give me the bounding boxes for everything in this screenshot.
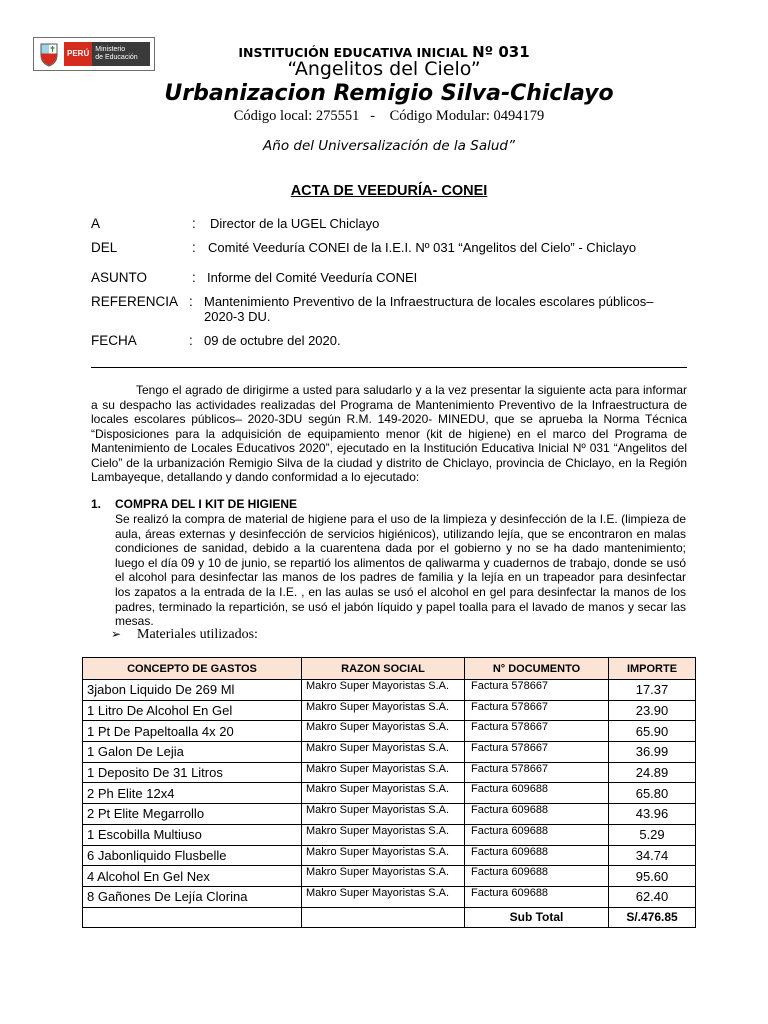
concept-cell: 1 Pt De Papeltoalla 4x 20 <box>83 721 302 742</box>
document-number-cell: Factura 609688 <box>465 886 609 907</box>
arrow-bullet-icon: ➢ <box>111 627 122 641</box>
column-header: IMPORTE <box>609 658 696 680</box>
table-row <box>83 762 696 783</box>
institution-heading: INSTITUCIÓN EDUCATIVA INICIAL Nº 031 <box>238 43 530 61</box>
supplier-cell: Makro Super Mayoristas S.A. <box>302 721 465 742</box>
column-header: CONCEPTO DE GASTOS <box>83 658 302 680</box>
empty-cell <box>302 907 465 928</box>
expenses-table <box>82 657 696 928</box>
table-body <box>83 680 696 928</box>
document-number-cell: Factura 578667 <box>465 762 609 783</box>
column-header: RAZON SOCIAL <box>302 658 465 680</box>
amount-cell: 5.29 <box>609 824 696 845</box>
supplier-cell: Makro Super Mayoristas S.A. <box>302 886 465 907</box>
table-row <box>83 700 696 721</box>
concept-cell: 2 Pt Elite Megarrollo <box>83 804 302 825</box>
table-row <box>83 804 696 825</box>
amount-cell: 65.80 <box>609 783 696 804</box>
school-name: “Angelitos del Cielo” <box>287 58 481 80</box>
document-number-cell: Factura 609688 <box>465 866 609 887</box>
supplier-cell: Makro Super Mayoristas S.A. <box>302 762 465 783</box>
field-value: Director de la UGEL Chiclayo <box>210 216 380 231</box>
amount-cell: 17.37 <box>609 680 696 701</box>
document-number-cell: Factura 609688 <box>465 824 609 845</box>
field-label: DEL <box>91 240 118 255</box>
table-row <box>83 866 696 887</box>
field-label: REFERENCIA <box>91 294 179 309</box>
supplier-cell: Makro Super Mayoristas S.A. <box>302 804 465 825</box>
materials-heading: ➢ Materiales utilizados: <box>111 627 258 642</box>
amount-cell: 95.60 <box>609 866 696 887</box>
concept-cell: 2 Ph Elite 12x4 <box>83 783 302 804</box>
intro-paragraph: Tengo el agrado de dirigirme a usted para saludarlo y a la vez presentar la siguiente acta para informar a su despacho las actividades realizadas del Programa de Mantenimiento Preventivo de la Infraestructura de locales escolares públicos– 2020-3DU según R.M. 149-2020- MINEDU, que se aprueba la Norma Técnica “Disposiciones para la adquisición de equipamiento menor (kit de higiene) en el marco del Programa de Mantenimiento de Locales Educativos 2020”, ejecutado en la Institución Educativa Inicial Nº 031 “Angelitos del Cielo” de la urbanización Remigio Silva de la ciudad y distrito de Chiclayo, provincia de Chiclayo, en la Región Lambayeque, detallando y dando conformidad a lo ejecutado: <box>91 383 687 484</box>
field-label: A <box>91 216 101 231</box>
supplier-cell: Makro Super Mayoristas S.A. <box>302 700 465 721</box>
field-value: 09 de octubre del 2020. <box>204 333 341 348</box>
concept-cell: 1 Escobilla Multiuso <box>83 824 302 845</box>
document-number-cell: Factura 609688 <box>465 845 609 866</box>
amount-cell: 65.90 <box>609 721 696 742</box>
amount-cell: 34.74 <box>609 845 696 866</box>
concept-cell: 8 Gañones De Lejía Clorina <box>83 886 302 907</box>
empty-cell <box>83 907 302 928</box>
document-number-cell: Factura 578667 <box>465 721 609 742</box>
country-label: PERÚ <box>64 42 92 66</box>
school-codes: Código local: 275551 - Código Modular: 0494179 <box>233 108 545 124</box>
concept-cell: 1 Litro De Alcohol En Gel <box>83 700 302 721</box>
document-number-cell: Factura 609688 <box>465 804 609 825</box>
concept-cell: 6 Jabonliquido Flusbelle <box>83 845 302 866</box>
amount-cell: 62.40 <box>609 886 696 907</box>
supplier-cell: Makro Super Mayoristas S.A. <box>302 845 465 866</box>
subtotal-label: Sub Total <box>465 907 609 928</box>
table-row <box>83 783 696 804</box>
document-page: PERÚ Ministerio de Educación INSTITUCIÓN EDUCATIVA INICIAL Nº 031 “Angelitos del Cielo” Urbanizacion Remigio Silva-Chiclayo Código local: 275551 - Código Modular: 0494179 Año del Universalización de la Salud” ACTA DE VEEDURÍA- CONEI A : Director de la UGEL Chiclayo DEL : Comité Veeduría CONEI de la I.E.I. Nº 031 “Angelitos del Cielo” - Chiclayo ASUNTO : Informe del Comité Veeduría CONEI REFERENCIA : Mantenimiento Preventivo de la Infraestructura de locales escolares públicos– 2020-3 DU. FECHA : 09 de octubre del 2020. Tengo el agrado de dirigirme a usted para saludarlo y a la vez presentar la siguiente acta para informar a su despacho las actividades realizadas del Programa de Mantenimiento Preventivo de la Infraestructura de locales escolares públicos– 2020-3DU según R.M. 149-2020- MINEDU, que se aprueba la Norma Técnica “Disposiciones para la adquisición de equipamiento menor (kit de higiene) en el marco del Programa de Mantenimiento de Locales Educativos 2020”, ejecutado en la Institución Educativa Inicial Nº 031 “Angelitos del Cielo” de la urbanización Remigio Silva de la ciudad y distrito de Chiclayo, provincia de Chiclayo, en la Región Lambayeque, detallando y dando conformidad a lo ejecutado: 1. COMPRA DEL I KIT DE HIGIENE Se realizó la compra de material de higiene para el uso de la limpieza y desinfección de la I.E. (limpieza de aula, áreas externas y desinfección de servicios higiénicos), utilizando lejía, que se encontraron en malas condiciones de sanidad, debido a la cuarentena dada por el gobierno y no se ha dado mantenimiento; luego el día 09 y 10 de junio, se repartió los alimentos de qaliwarma y cuadernos de trabajo, donde se usó el alcohol para desinfectar las manos de los padres de familia y la lejía en un trapeador para desinfectar los zapatos a la entrada de la I.E. , en las aulas se usó el alcohol en gel para desinfectar la manos de los padres, terminado la repartición, se usó el jabón líquido y papel toalla para el lavado de manos y secar las mesas. ➢ Materiales utilizados: CONCEPTO DE GASTOS RAZON SOCIAL N° DOCUMENTO IMPORTE 3jabon Liquido De 269 Ml Makro Super Mayoristas S.A. Factura 578667 17.37 1 Litro De Alcohol En Gel Makro Super Mayoristas S.A. Factura 578667 23.90 1 Pt De Papeltoalla 4x 20 Makro Super Mayoristas S.A. Factura 578667 65.90 1 Galon De Lejia Makro Super Mayoristas S.A. Factura 578667 36.99 1 Deposito De 31 Litros Makro Super Mayoristas S.A. Factura 578667 24.89 2 Ph Elite 12x4 Makro Super Mayoristas S.A. Factura 609688 65.80 2 Pt Elite Megarrollo Makro Super Mayoristas S.A. Factura 609688 43.96 1 Escobilla Multiuso Makro Super Mayoristas S.A. Factura 609688 5.29 6 Jabonliquido Flusbelle Makro Super Mayoristas S.A. Factura 609688 34.74 4 Alcohol En Gel Nex Makro Super Mayoristas S.A. Factura 609688 95.60 8 Gañones De Lejía Clorina Makro Super Mayoristas S.A. Factura 609688 62.40 Sub Total S/.476.85 <box>0 0 768 1024</box>
subtotal-row <box>83 907 696 928</box>
ministry-label: Ministerio de Educación <box>92 42 150 66</box>
document-number-cell: Factura 578667 <box>465 680 609 701</box>
concept-cell: 4 Alcohol En Gel Nex <box>83 866 302 887</box>
table-row <box>83 680 696 701</box>
subtotal-value: S/.476.85 <box>609 907 696 928</box>
field-value: Informe del Comité Veeduría CONEI <box>207 270 418 285</box>
section-body: Se realizó la compra de material de higiene para el uso de la limpieza y desinfección de la I.E. (limpieza de aula, áreas externas y desinfección de servicios higiénicos), utilizando lejía, que se encontraron en malas condiciones de sanidad, debido a la cuarentena dada por el gobierno y no se ha dado mantenimiento; luego el día 09 y 10 de junio, se repartió los alimentos de qaliwarma y cuadernos de trabajo, donde se usó el alcohol para desinfectar las manos de los padres de familia y la lejía en un trapeador para desinfectar los zapatos a la entrada de la I.E. , en las aulas se usó el alcohol en gel para desinfectar la manos de los padres, terminado la repartición, se usó el jabón líquido y papel toalla para el lavado de manos y secar las mesas. <box>115 512 686 629</box>
amount-cell: 23.90 <box>609 700 696 721</box>
field-value: Comité Veeduría CONEI de la I.E.I. Nº 031 “Angelitos del Cielo” - Chiclayo <box>208 240 637 255</box>
concept-cell: 1 Deposito De 31 Litros <box>83 762 302 783</box>
supplier-cell: Makro Super Mayoristas S.A. <box>302 742 465 763</box>
supplier-cell: Makro Super Mayoristas S.A. <box>302 866 465 887</box>
table-header-row <box>83 658 696 680</box>
table-row <box>83 824 696 845</box>
school-location: Urbanizacion Remigio Silva-Chiclayo <box>164 81 614 106</box>
institution-number: Nº 031 <box>472 43 530 61</box>
concept-cell: 3jabon Liquido De 269 Ml <box>83 680 302 701</box>
field-label: ASUNTO <box>91 270 148 285</box>
year-motto: Año del Universalización de la Salud” <box>263 138 515 154</box>
amount-cell: 36.99 <box>609 742 696 763</box>
amount-cell: 43.96 <box>609 804 696 825</box>
field-label: FECHA <box>91 333 137 348</box>
document-title: ACTA DE VEEDURÍA- CONEI <box>290 183 488 199</box>
document-number-cell: Factura 578667 <box>465 700 609 721</box>
table-row <box>83 721 696 742</box>
supplier-cell: Makro Super Mayoristas S.A. <box>302 824 465 845</box>
supplier-cell: Makro Super Mayoristas S.A. <box>302 680 465 701</box>
column-header: N° DOCUMENTO <box>465 658 609 680</box>
field-value-continued: 2020-3 DU. <box>204 309 271 324</box>
document-number-cell: Factura 578667 <box>465 742 609 763</box>
table-row <box>83 845 696 866</box>
table-row <box>83 886 696 907</box>
document-number-cell: Factura 609688 <box>465 783 609 804</box>
amount-cell: 24.89 <box>609 762 696 783</box>
field-value: Mantenimiento Preventivo de la Infraestructura de locales escolares públicos– <box>204 294 654 309</box>
section-title: 1. COMPRA DEL I KIT DE HIGIENE <box>91 497 298 511</box>
divider <box>91 367 687 368</box>
table-row <box>83 742 696 763</box>
supplier-cell: Makro Super Mayoristas S.A. <box>302 783 465 804</box>
concept-cell: 1 Galon De Lejia <box>83 742 302 763</box>
